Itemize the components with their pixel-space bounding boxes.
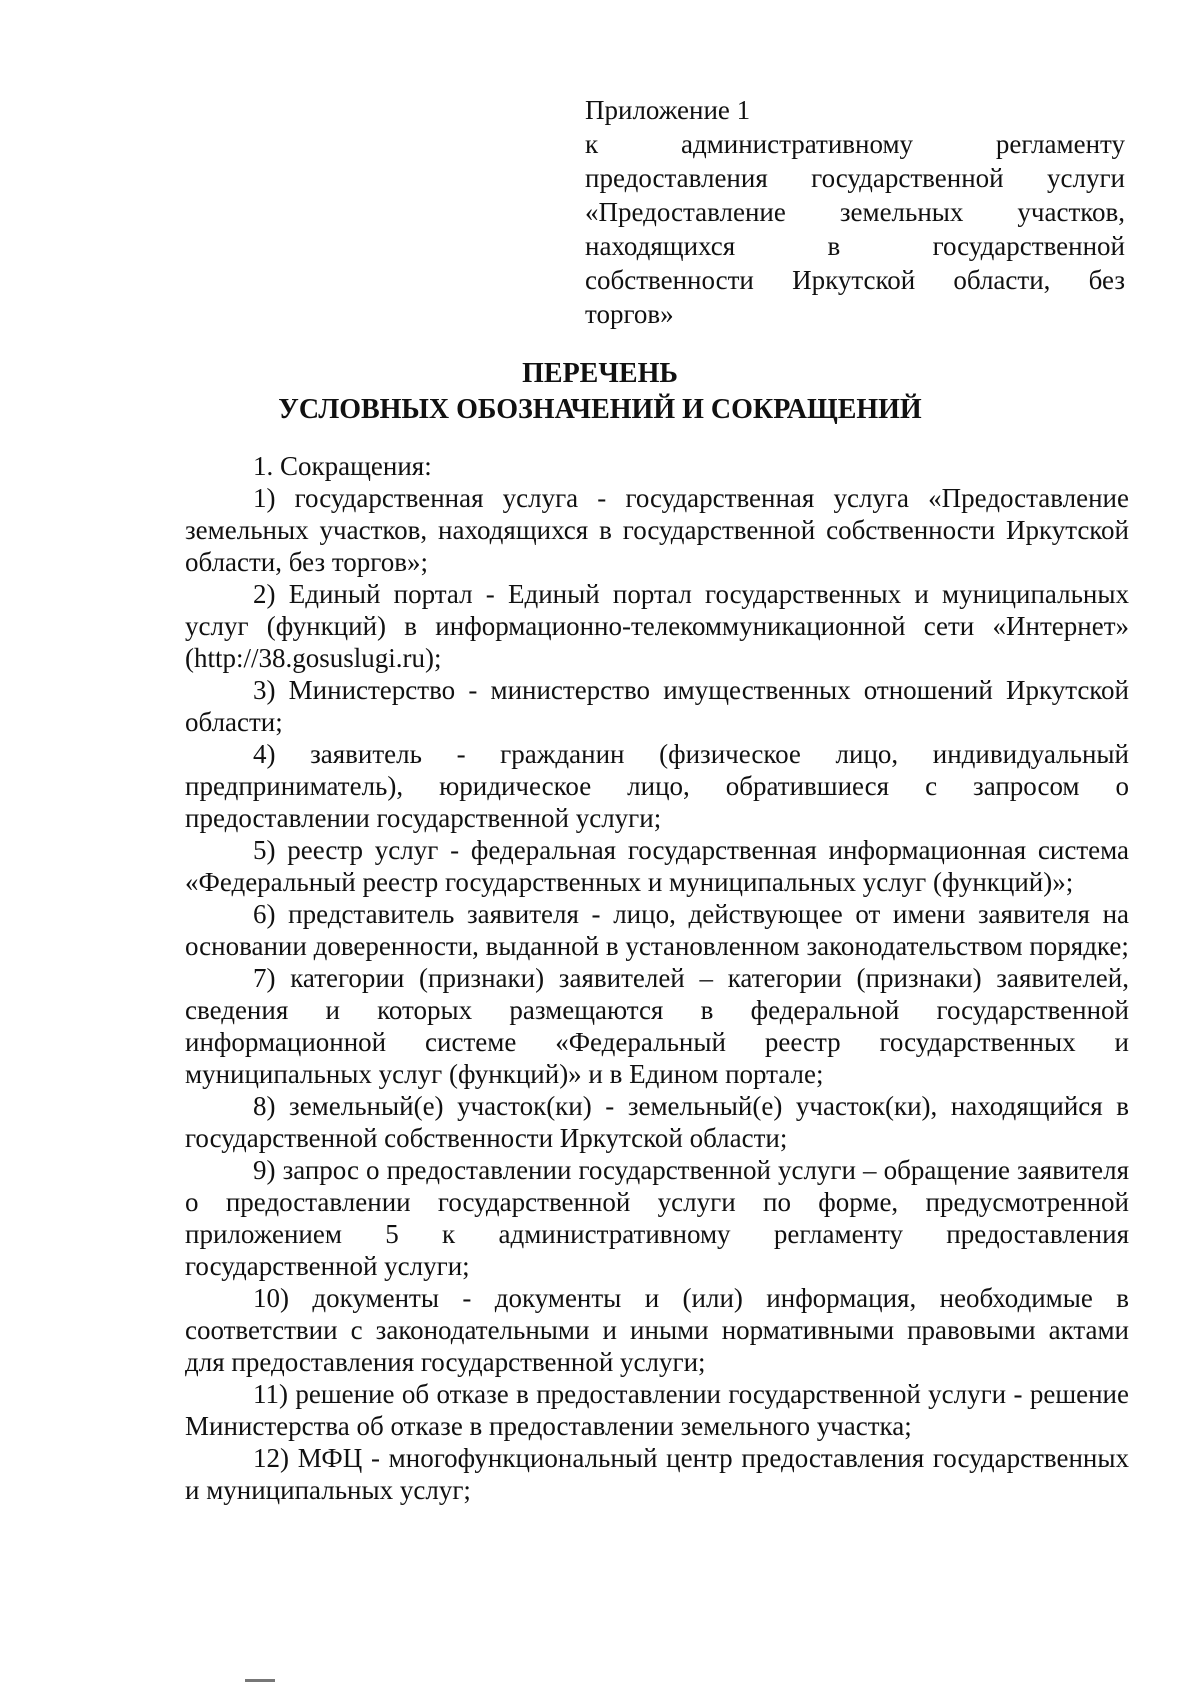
list-item-2: 2) Единый портал - Единый портал государственных и муниципальных услуг (функций) в информационно-телекоммуникационной сети «Интернет» (http://38.gosuslugi.ru); xyxy=(185,579,1129,673)
annex-block xyxy=(585,93,1125,331)
heading-line-2: УСЛОВНЫХ ОБОЗНАЧЕНИЙ И СОКРАЩЕНИЙ xyxy=(278,394,922,425)
document-body xyxy=(185,450,1129,1506)
list-item-12: 12) МФЦ - многофункциональный центр предоставления государственных и муниципальных услуг; xyxy=(185,1443,1129,1505)
list-item-10: 10) документы - документы и (или) информация, необходимые в соответствии с законодательными и иными нормативными правовыми актами для предоставления государственной услуги; xyxy=(185,1283,1129,1377)
list-item-5: 5) реестр услуг - федеральная государственная информационная система «Федеральный реестр государственных и муниципальных услуг (функций)»; xyxy=(185,835,1129,897)
annex-text: к административному регламенту предоставления государственной услуги «Предоставление земельных участков, находящихся в государственной собственности Иркутской области, без торгов» xyxy=(585,129,1125,329)
list-item-8: 8) земельный(е) участок(ки) - земельный(е) участок(ки), находящийся в государственной собственности Иркутской области; xyxy=(185,1091,1129,1153)
scan-artifact xyxy=(245,1679,275,1682)
list-item-4: 4) заявитель - гражданин (физическое лицо, индивидуальный предприниматель), юридическое лицо, обратившиеся с запросом о предоставлении государственной услуги; xyxy=(185,739,1129,833)
heading-line-1: ПЕРЕЧЕНЬ xyxy=(522,358,678,389)
list-item-1: 1) государственная услуга - государственная услуга «Предоставление земельных участков, находящихся в государственной собственности Иркутской области, без торгов»; xyxy=(185,483,1129,577)
document-heading xyxy=(0,356,1200,428)
section-title: 1. Сокращения: xyxy=(253,451,432,481)
list-item-7: 7) категории (признаки) заявителей – категории (признаки) заявителей, сведения и которых размещаются в федеральной государственной информационной системе «Федеральный реестр государственных и муниципальных услуг (функций)» и в Едином портале; xyxy=(185,963,1129,1089)
list-item-3: 3) Министерство - министерство имущественных отношений Иркутской области; xyxy=(185,675,1129,737)
list-item-9: 9) запрос о предоставлении государственной услуги – обращение заявителя о предоставлении государственной услуги по форме, предусмотренной приложением 5 к административному регламенту предоставления государственной услуги; xyxy=(185,1155,1129,1281)
list-item-11: 11) решение об отказе в предоставлении государственной услуги - решение Министерства об отказе в предоставлении земельного участка; xyxy=(185,1379,1129,1441)
annex-title: Приложение 1 xyxy=(585,95,751,125)
list-item-6: 6) представитель заявителя - лицо, действующее от имени заявителя на основании доверенности, выданной в установленном законодательством порядке; xyxy=(185,899,1129,961)
